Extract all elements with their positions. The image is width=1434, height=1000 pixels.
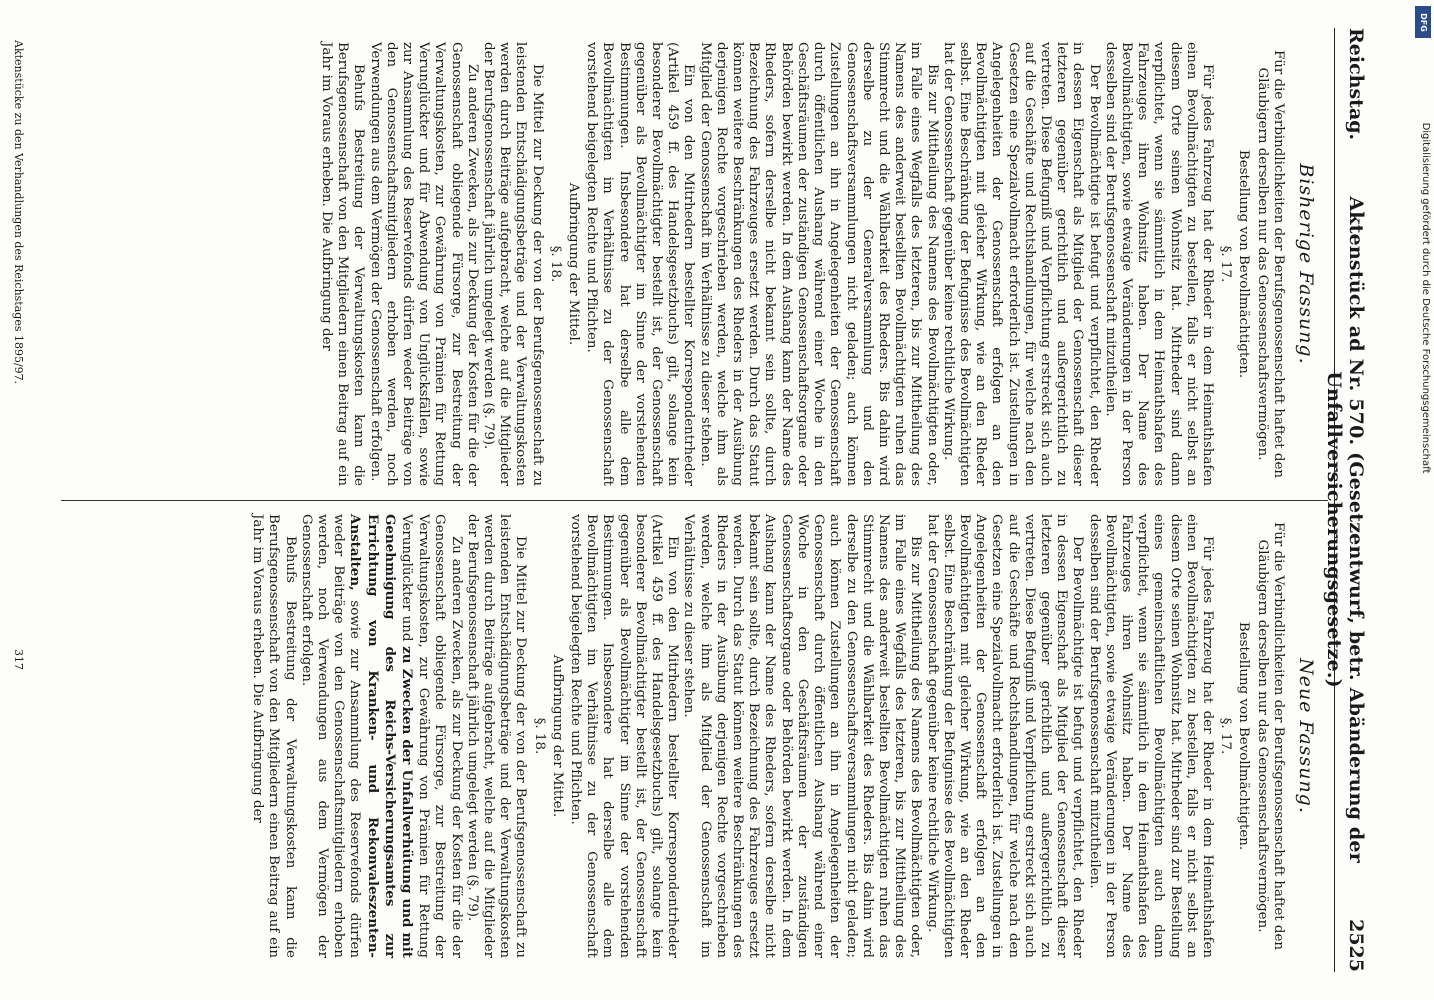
paragraph: Für jedes Fahrzeug hat der Rheder in dem Heimathshafen einen Bevollmächtigten zu bestellen, falls er nicht selbst an diesem Orte seinen Wohnsitz hat. Mitrheder sind zur Bestellung eines gemeinschaftlichen Bevollmächtigten auch dann verpflichtet, wenn sie sämmtlich in dem Heimathshafen des Fahrzeuges ihren Wohnsitz haben. Der Name des Bevollmächtigten, sowie etwaige Veränderungen in der Person desselben sind der Berufsgenossenschaft mitzutheilen. [1086, 514, 1215, 958]
section-number: §. 17. [1218, 245, 1234, 283]
paragraph: Behufs Bestreitung der Verwaltungskosten kann die Berufsgenossenschaft von den Mitgliedern einen Beitrag auf ein Jahr im Voraus erheben. Die Aufbringung der [319, 42, 367, 486]
paragraph: Für jedes Fahrzeug hat der Rheder in dem Heimathshafen einen Bevollmächtigten zu bestellen, falls er nicht selbst an diesem Orte seinen Wohnsitz hat. Mitrheder sind dann verpflichtet, wenn sie sämmtlich in dem Heimathshafen des Fahrzeuges ihren Wohnsitz haben. Der Name des Bevollmächtigten, sowie etwaige Veränderungen in der Person desselben sind der Berufsgenossenschaft mitzutheilen. [1102, 42, 1215, 486]
columns [61, 28, 1328, 972]
paragraph: Die Mittel zur Deckung der von der Berufsgenossenschaft zu leistenden Entschädigungsbeträge und der Verwaltungskosten werden durch Beiträge aufgebracht, welche auf die Mitglieder der Berufsgenossenschaft jährlich umgelegt werden (§. 79). [481, 42, 545, 486]
paragraph-with-emphasis [298, 514, 464, 958]
page-footer: Aktenstücke zu den Verhandlungen des Reichstages 1895/97. [12, 40, 25, 385]
funding-note: Digitalisierung gefördert durch die Deutsche Forschungsgemeinschaft [1420, 122, 1431, 474]
header-page-number: 2525 [1345, 919, 1367, 972]
paragraph: Behufs Bestreitung der Verwaltungskosten kann die Berufsgenossenschaft von den Mitgliedern einen Beitrag auf ein Jahr im Voraus erheben. Die Aufbringung der [250, 514, 298, 958]
paragraph: Zu anderen Zwecken, als zur Deckung der Kosten für die der Genossenschaft obliegende Fürsorge, zur Bestreitung der Verwaltungskosten, zur Gewährung von Prämien für Rettung Verunglückter und für Abwendung von Unglücksfällen, sowie zur Ansammlung des Reservefonds dürfen weder Beiträge von den Genossenschaftsmitgliedern erhoben werden, noch Verwendungen aus dem Vermögen der Genossenschaft erfolgen. [367, 42, 480, 486]
header-left: Reichstag. [1345, 28, 1367, 141]
section-number: §. 17. [1218, 717, 1234, 755]
column-divider [61, 500, 1328, 501]
paragraph: Bis zur Mittheilung des Namens des Bevollmächtigten oder, im Falle eines Wegfalls des letzteren, bis zur Mittheilung des Namens des anderweit bestellten Bevollmächtigten ruhen das Stimmrecht und die Wählbarkeit des Rheders. Bis dahin wird derselbe zu der Generalversammlung und den Genossenschaftsversammlungen nicht geladen; auch können Zustellungen an ihn in Angelegenheiten der Genossenschaft durch öffentlichen Aushang während einer Woche in den Geschäftsräumen der zuständigen Genossenschaftsorgane oder Behörden bewirkt werden. In dem Aushang kann der Name des Rheders, sofern derselbe nicht bekannt sein sollte, durch Bezeichnung des Fahrzeuges ersetzt werden. Durch das Statut können weitere Beschränkungen des Rheders in der Ausübung derjenigen Rechte vorgeschrieben werden, welche ihm als Mitglied der Genossenschaft im Verhältnisse zu dieser stehen. [697, 42, 940, 486]
paragraph: Der Bevollmächtigte ist befugt und verpflichtet, den Rheder in dessen Eigenschaft als Mitglied der Genossenschaft dieser letzteren gegenüber gerichtlich und außergerichtlich zu vertreten. Diese Befugniß und Verpflichtung erstreckt sich auch auf die Geschäfte und Rechtshandlungen, für welche nach den Gesetzen eine Spezialvollmacht erforderlich ist. Zustellungen in Angelegenheiten der Genossenschaft erfolgen an den Bevollmächtigten mit gleicher Wirkung, wie an den Rheder selbst. Eine Beschränkung der Befugnisse des Bevollmächtigten hat der Genossenschaft gegenüber keine rechtliche Wirkung. [924, 514, 1086, 958]
paragraph-text: sowie zur Ansammlung des Reservefonds dürfen weder Beiträge von den Genossenschaftsmitgliedern erhoben werden, noch Verwendungen aus dem Vermögen der Genossenschaft erfolgen. [298, 514, 363, 958]
page-header [1323, 28, 1367, 972]
section-number: §. 18. [547, 245, 563, 283]
column-title: Neue Fassung. [1295, 658, 1317, 814]
section-heading: Bestellung von Bevollmächtigten. [1236, 149, 1252, 379]
paragraph: Die Mittel zur Deckung der von der Berufsgenossenschaft zu leistenden Entschädigungsbeträge und der Verwaltungskosten werden durch Beiträge aufgebracht, welche auf die Mitglieder der Berufsgenossenschaft jährlich umgelegt werden (§. 79). [464, 514, 529, 958]
section-heading: Bestellung von Bevollmächtigten. [1236, 621, 1252, 851]
section-number: §. 18. [531, 717, 547, 755]
dfg-logo: DFG [1415, 6, 1431, 38]
paragraph: Ein von den Mitrhedern bestellter Korrespondentrheder (Artikel 459 ff. des Handelsgesetzbuchs) gilt, solange kein besonderer Bevollmächtigter bestellt ist, der Genossenschaft gegenüber als Bevollmächtigter im Sinne der vorstehenden Bestimmungen. Insbesondere hat derselbe alle dem Bevollmächtigten im Verhältnisse zu der Genossenschaft vorstehend beigelegten Rechte und Pflichten. [584, 42, 697, 486]
digitization-sidebar [1415, 0, 1431, 1000]
column-title: Bisherige Fassung. [1295, 163, 1317, 365]
column-old [61, 28, 1328, 500]
column-new [61, 500, 1328, 972]
section-heading: Aufbringung der Mittel. [549, 654, 565, 818]
page-number: 317 [12, 649, 25, 670]
intro-text: Für die Verbindlichkeiten der Berufsgenossenschaft haftet den Gläubigern derselben nur das Genossenschaftsvermögen. [1254, 521, 1286, 951]
paragraph: Der Bevollmächtigte ist befugt und verpflichtet, den Rheder in dessen Eigenschaft als Mitglied der Genossenschaft dieser letzteren gegenüber gerichtlich und außergerichtlich zu vertreten. Diese Befugniß und Verpflichtung erstreckt sich auch auf die Geschäfte und Rechtshandlungen, für welche nach den Gesetzen eine Spezialvollmacht erforderlich ist. Zustellungen in Angelegenheiten der Genossenschaft erfolgen an den Bevollmächtigten mit gleicher Wirkung, wie an den Rheder selbst. Eine Beschränkung der Befugnisse des Bevollmächtigten hat der Genossenschaft gegenüber keine rechtliche Wirkung. [940, 42, 1102, 486]
intro-text: Für die Verbindlichkeiten der Berufsgenossenschaft haftet den Gläubigern derselben nur das Genossenschaftsvermögen. [1254, 49, 1286, 479]
paragraph-text: Zu anderen Zwecken, als zur Deckung der Kosten für die der Genossenschaft obliegende Fürsorge, zur Bestreitung der Verwaltungskosten, zur Gewährung von Prämien für Rettung Verunglückter und [399, 514, 464, 958]
section-heading: Aufbringung der Mittel. [566, 182, 582, 346]
emphasized-text: zu Zwecken der Unfallverhütung und mit Genehmigung des Reichs-Versicherungsamtes zur Errichtung von Kranken- und Rekonvaleszenten-Anstalten, [347, 514, 416, 958]
header-title: Aktenstück ad Nr. 570. (Gesetzentwurf, betr. Abänderung der Unfallversicherungsgesetze.) [1323, 196, 1367, 863]
paragraph: Ein von den Mitrhedern bestellter Korrespondentrheder (Artikel 459 ff. des Handelsgesetzbuchs) gilt, solange kein besonderer Bevollmächtigter bestellt ist, der Genossenschaft gegenüber als Bevollmächtigter im Sinne der vorstehenden Bestimmungen. Insbesondere hat derselbe alle dem Bevollmächtigten im Verhältnisse zu der Genossenschaft vorstehend beigelegten Rechte und Pflichten. [568, 514, 681, 958]
paragraph: Bis zur Mittheilung des Namens des Bevollmächtigten oder, im Falle eines Wegfalls des letzteren, bis zur Mittheilung des Namens des anderweit bestellten Bevollmächtigten ruhen das Stimmrecht und die Wählbarkeit des Rheders. Bis dahin wird derselbe zu den Genossenschaftsversammlungen nicht geladen; auch können Zustellungen an ihn in Angelegenheiten der Genossenschaft durch öffentlichen Aushang während einer Woche in den Geschäftsräumen der zuständigen Genossenschaftsorgane oder Behörden bewirkt werden. In dem Aushang kann der Name des Rheders, sofern derselbe nicht bekannt sein sollte, durch Bezeichnung des Fahrzeuges ersetzt werden. Durch das Statut können weitere Beschränkungen des Rheders in der Ausübung derjenigen Rechte vorgeschrieben werden, welche ihm als Mitglied der Genossenschaft im Verhältnisse zu dieser stehen. [681, 514, 924, 958]
